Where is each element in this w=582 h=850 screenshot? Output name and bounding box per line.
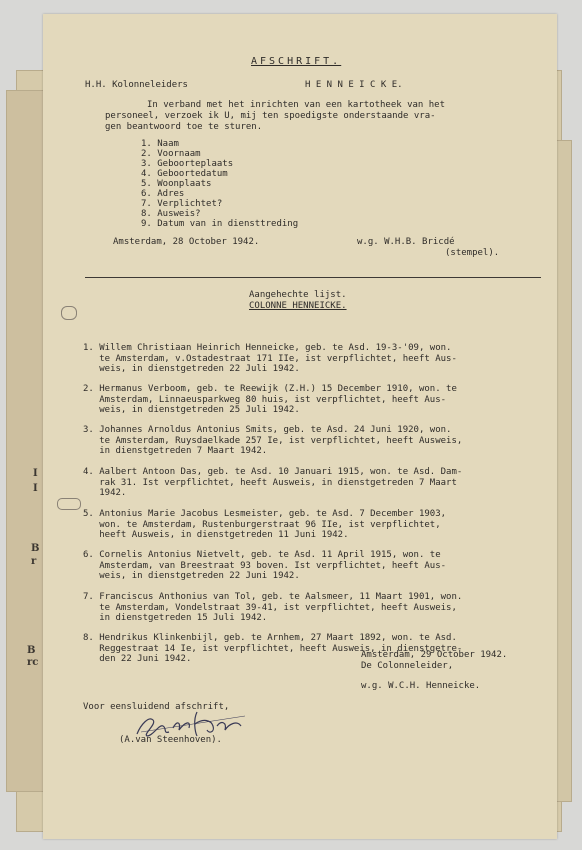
list-entry: 3. Johannes Arnoldus Antonius Smits, geb. te Asd. 24 Juni 1920, won. te Amsterdam, Ruysdaelkade 257 Ie, ist verpflichtet, heeft Ausweis, in dienstgetreden 7 Maart 1942. <box>83 425 463 456</box>
question-item: 7. Verplichtet? <box>141 199 223 209</box>
question-item: 3. Geboorteplaats <box>141 159 234 169</box>
question-item: 6. Adres <box>141 189 185 199</box>
margin-mark <box>61 306 77 320</box>
question-item: 8. Ausweis? <box>141 209 201 219</box>
document-page <box>43 14 557 839</box>
edge-text: B <box>31 543 40 554</box>
intro-line: personeel, verzoek ik U, mij ten spoedigste onderstaande vra- <box>105 111 436 121</box>
closing-place-date: Amsterdam, 29 October 1942. <box>361 650 508 660</box>
certification-line: Voor eensluidend afschrift, <box>83 702 230 712</box>
list-entry: 8. Hendrikus Klinkenbijl, geb. te Arnhem, 27 Maart 1892, won. te Asd. Reggestraat 14 Ie, ist verpflichtet, heeft Ausweis, in dienstgetre- den 22 Juni 1942. <box>83 633 463 664</box>
closing-role: De Colonneleider, <box>361 661 454 671</box>
list-entry: 4. Aalbert Antoon Das, geb. te Asd. 10 Januari 1915, won. te Asd. Dam- rak 31. Ist verpflichtet, heeft Ausweis, in dienstgetreden 7 Maart 1942. <box>83 467 463 498</box>
list-entry: 1. Willem Christiaan Heinrich Henneicke, geb. te Asd. 19-3-'09, won. te Amsterdam, v.Ostadestraat 171 IIe, ist verpflichtet, heeft Aus- weis, in dienstgetreden 22 Juli 1942. <box>83 343 457 374</box>
letter-signature: w.g. W.H.B. Bricdé <box>357 237 455 247</box>
list-subheading: COLONNE HENNEICKE. <box>249 301 347 311</box>
intro-line: gen beantwoord toe te sturen. <box>105 122 263 132</box>
list-entry: 6. Cornelis Antonius Nietvelt, geb. te Asd. 11 April 1915, won. te Amsterdam, van Breestraat 93 boven. Ist verpflichtet, heeft Aus- weis, in dienstgetreden 22 Juni 1942. <box>83 550 447 581</box>
edge-text: rc <box>27 657 39 668</box>
intro-line: In verband met het inrichten van een kartotheek van het <box>147 100 446 110</box>
closing-signature: w.g. W.C.H. Henneicke. <box>361 681 481 691</box>
list-entry: 5. Antonius Marie Jacobus Lesmeister, geb. te Asd. 7 December 1903, won. te Amsterdam, Rustenburgerstraat 96 IIe, ist verpflichtet, heeft Ausweis, in dienstgetreden 11 Juni 1942. <box>83 509 447 540</box>
question-item: 5. Woonplaats <box>141 179 212 189</box>
edge-text: I <box>33 468 38 479</box>
list-entry: 2. Hermanus Verboom, geb. te Reewijk (Z.H.) 15 December 1910, won. te Amsterdam, Linnaeusparkweg 80 huis, ist verpflichtet, heeft Aus- weis, in dienstgetreden 25 Juli 1942. <box>83 384 457 415</box>
edge-text: r <box>31 556 37 567</box>
margin-mark <box>57 498 81 510</box>
question-item: 1. Naam <box>141 139 179 149</box>
letter-place-date: Amsterdam, 28 October 1942. <box>113 237 260 247</box>
edge-text: I <box>33 483 38 494</box>
stamp-note: (stempel). <box>445 248 500 258</box>
divider-line <box>85 277 541 278</box>
question-item: 9. Datum van in diensttreding <box>141 219 299 229</box>
list-heading: Aangehechte lijst. <box>249 290 347 300</box>
addressee-left: H.H. Kolonneleiders <box>85 80 188 90</box>
question-item: 2. Voornaam <box>141 149 201 159</box>
document-title: AFSCHRIFT. <box>251 56 342 67</box>
list-entry: 7. Franciscus Anthonius van Tol, geb. te Aalsmeer, 11 Maart 1901, won. te Amsterdam, Vondelstraat 39-41, ist verpflichtet, heeft Ausweis, in dienstgetreden 15 Juli 1942. <box>83 592 463 623</box>
underlying-sheet-left <box>6 90 44 792</box>
certifier-name: (A.van Steenhoven). <box>119 735 222 745</box>
addressee-right: H E N N E I C K E. <box>305 80 403 90</box>
question-item: 4. Geboortedatum <box>141 169 228 179</box>
edge-text: B <box>27 645 36 656</box>
